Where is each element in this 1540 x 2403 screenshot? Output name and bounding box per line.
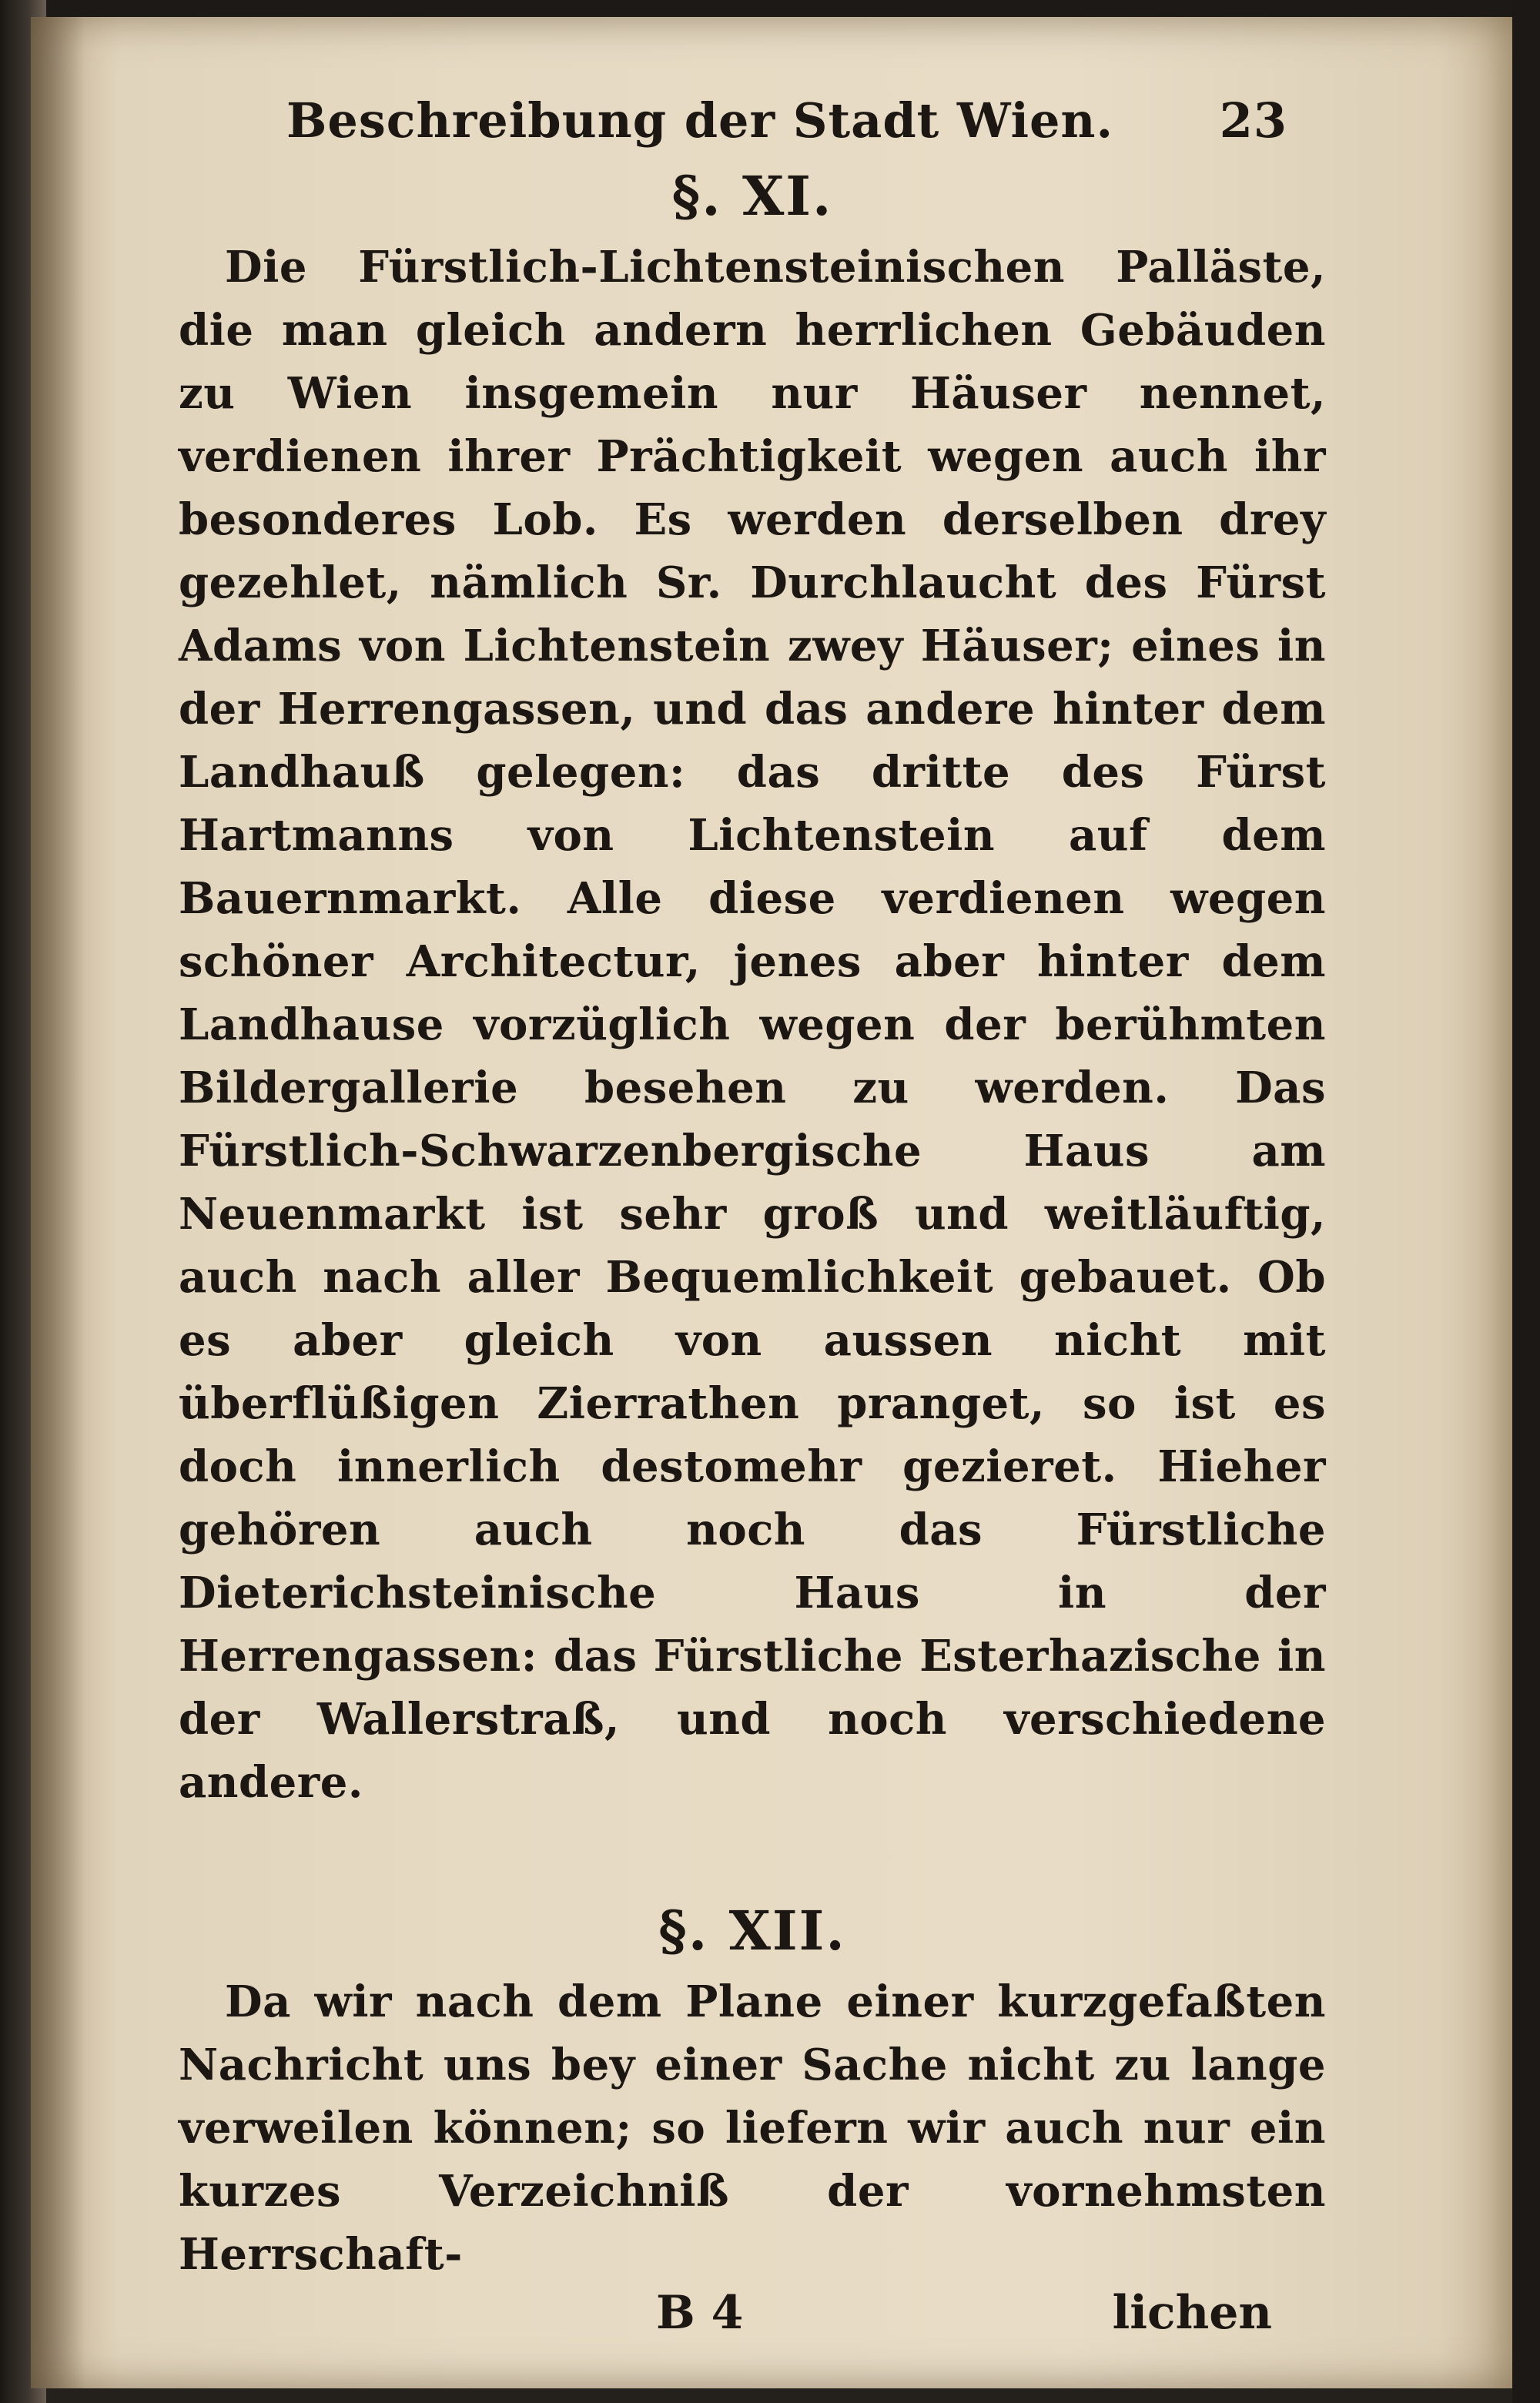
page-number: 23 [1219,92,1287,149]
running-head-title: Beschreibung der Stadt Wien. [286,92,1114,149]
page-gutter [31,17,85,2388]
page-footer [179,2286,1326,2355]
page-text [179,92,1326,2355]
catchword: lichen [1112,2286,1272,2340]
section-xi-paragraph: Die Fürstlich-Lichtensteinischen Palläste, die man gleich andern herrlichen Gebäuden zu Wien insgemein nur Häuser nennet, verdienen ihrer Prächtigkeit wegen auch ihr besonderes Lob. Es werden derselben drey gezehlet, nämlich Sr. Durchlaucht des Fürst Adams von Lichtenstein zwey Häuser; eines in der Herrengassen, und das andere hinter dem Landhauß gelegen: das dritte des Fürst Hartmanns von Lichtenstein auf dem Bauernmarkt. Alle diese verdienen wegen schöner Architectur, jenes aber hinter dem Landhause vorzüglich wegen der berühmten Bildergallerie besehen zu werden. Das Fürstlich-Schwarzenbergische Haus am Neuenmarkt ist sehr groß und weitläuftig, auch nach aller Bequemlichkeit gebauet. Ob es aber gleich von aussen nicht mit überflüßigen Zierrathen pranget, so ist es doch innerlich destomehr gezieret. Hieher gehören auch noch das Fürstliche Dieterichsteinische Haus in der Herrengassen: das Fürstliche Esterhazische in der Wallerstraß, und noch verschiedene andere. [179,242,1326,1808]
section-xii-paragraph: Da wir nach dem Plane einer kurzgefaßten Nachricht uns bey einer Sache nicht zu lange verweilen können; so liefern wir auch nur ein kurzes Verzeichniß der vornehmsten Herrschaft- [179,1976,1326,2280]
running-head [286,92,1326,149]
right-edge [1512,0,1540,2403]
signature-mark: B 4 [656,2286,744,2340]
section-heading-xi: §. XI. [671,164,833,228]
section-heading-xii: §. XII. [658,1899,846,1963]
